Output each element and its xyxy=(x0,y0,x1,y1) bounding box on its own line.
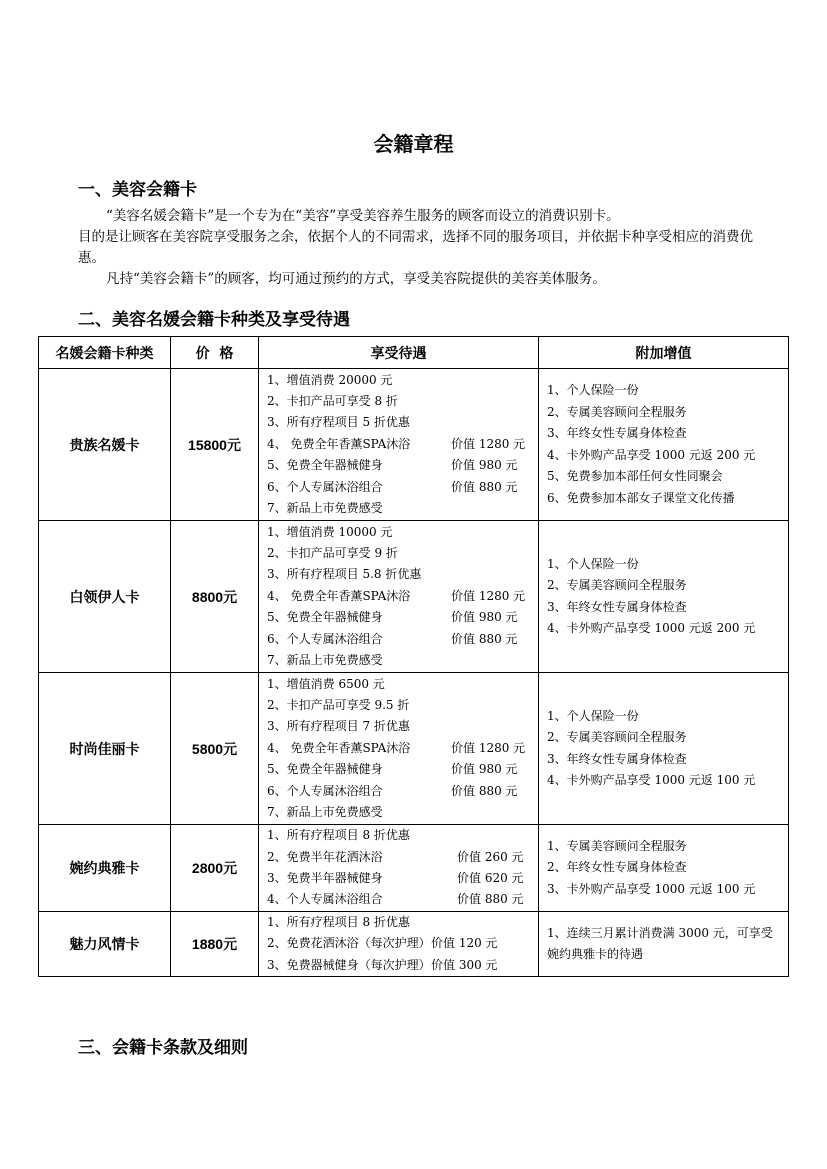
extra-item: 3、年终女性专属身体检查 xyxy=(547,599,687,614)
extra-item: 4、卡外购产品享受 1000 元返 200 元 xyxy=(547,621,756,635)
benefit-value: 价值 620 元 xyxy=(457,871,524,885)
benefit-value: 价值 880 元 xyxy=(457,892,524,907)
extra-item: 2、专属美容顾问全程服务 xyxy=(547,730,687,744)
intro-paragraphs xyxy=(78,206,768,290)
extra-item: 1、个人保险一份 xyxy=(547,708,639,723)
membership-card-table xyxy=(38,336,789,977)
table-row xyxy=(39,521,789,673)
extra-item: 1、专属美容顾问全程服务 xyxy=(547,838,687,853)
card-price: 1880元 xyxy=(171,912,259,977)
benefit-text: 1、增值消费 20000 元 xyxy=(267,372,393,387)
benefit-text: 7、新品上市免费感受 xyxy=(267,653,383,668)
extra-item: 4、卡外购产品享受 1000 元返 100 元 xyxy=(547,773,756,787)
benefit-item xyxy=(267,586,538,607)
benefit-item xyxy=(267,955,538,976)
extra-item: 6、免费参加本部女子课堂文化传播 xyxy=(547,490,735,505)
benefit-item xyxy=(267,412,538,433)
benefit-text: 3、所有疗程项目 5.8 折优惠 xyxy=(267,567,422,582)
card-name: 魅力风情卡 xyxy=(39,912,171,977)
card-price: 5800元 xyxy=(171,673,259,825)
benefit-value: 价值 260 元 xyxy=(457,849,524,864)
benefit-value: 价值 1280 元 xyxy=(451,740,526,755)
benefit-text: 2、免费半年花洒沐浴 xyxy=(267,849,383,864)
benefit-text: 1、所有疗程项目 8 折优惠 xyxy=(267,915,410,929)
benefits-cell xyxy=(259,673,539,825)
intro-paragraph: “美容名媛会籍卡”是一个专为在“美容”享受美容养生服务的顾客而设立的消费识别卡。 xyxy=(106,208,620,224)
benefit-item xyxy=(267,498,538,519)
benefits-cell xyxy=(259,369,539,521)
benefit-value: 价值 980 元 xyxy=(451,762,518,777)
benefit-text: 7、新品上市免费感受 xyxy=(267,501,383,516)
benefit-text: 4、 免费全年香薰SPA沐浴 xyxy=(267,436,411,451)
column-header-extras: 附加增值 xyxy=(539,337,789,369)
extra-item: 5、免费参加本部任何女性同聚会 xyxy=(547,469,723,483)
extra-item: 2、专属美容顾问全程服务 xyxy=(547,404,687,419)
column-header-price: 价 格 xyxy=(171,337,259,369)
benefit-item xyxy=(267,868,538,889)
benefit-item xyxy=(267,889,538,910)
benefit-text: 3、免费器械健身（每次护理） xyxy=(267,957,431,972)
benefit-text: 3、所有疗程项目 7 折优惠 xyxy=(267,719,410,734)
section-heading-membership-card: 一、美容会籍卡 xyxy=(78,180,197,200)
benefit-text: 2、卡扣产品可享受 9 折 xyxy=(267,545,398,560)
benefit-item xyxy=(267,564,538,585)
benefit-text: 4、 免费全年香薰SPA沐浴 xyxy=(267,740,411,755)
table-header-row xyxy=(39,337,789,369)
benefit-item xyxy=(267,477,538,498)
card-name: 白领伊人卡 xyxy=(39,521,171,673)
benefit-text: 4、个人专属沐浴组合 xyxy=(267,892,383,907)
benefit-item xyxy=(267,825,538,846)
benefit-text: 5、免费全年器械健身 xyxy=(267,610,383,625)
benefits-cell xyxy=(259,521,539,673)
intro-paragraph: 目的是让顾客在美容院享受服务之余，依据个人的不同需求，选择不同的服务项目，并依据卡种享受相应的消费优惠。 xyxy=(78,229,753,266)
benefit-value: 价值 1280 元 xyxy=(451,436,526,451)
benefit-text: 2、卡扣产品可享受 9.5 折 xyxy=(267,697,410,712)
column-header-card-type: 名媛会籍卡种类 xyxy=(39,337,171,369)
extras-cell xyxy=(539,521,789,673)
benefit-text: 1、所有疗程项目 8 折优惠 xyxy=(267,828,410,843)
card-price: 2800元 xyxy=(171,825,259,912)
benefit-item xyxy=(267,802,538,823)
benefit-value: 价值 300 元 xyxy=(431,957,498,972)
intro-paragraph: 凡持“美容会籍卡”的顾客，均可通过预约的方式，享受美容院提供的美容美体服务。 xyxy=(106,271,606,287)
benefit-item xyxy=(267,543,538,564)
benefit-text: 3、所有疗程项目 5 折优惠 xyxy=(267,415,410,430)
benefit-item xyxy=(267,455,538,476)
extra-item: 4、卡外购产品享受 1000 元返 200 元 xyxy=(547,447,756,462)
benefit-value: 价值 980 元 xyxy=(451,610,518,625)
section-heading-terms: 三、会籍卡条款及细则 xyxy=(78,1038,248,1058)
card-name: 婉约典雅卡 xyxy=(39,825,171,912)
benefit-item xyxy=(267,650,538,671)
benefit-text: 1、增值消费 6500 元 xyxy=(267,676,385,691)
section-heading-card-types: 二、美容名媛会籍卡种类及享受待遇 xyxy=(78,310,350,330)
benefit-item xyxy=(267,759,538,780)
benefit-item xyxy=(267,912,538,933)
benefit-item xyxy=(267,933,538,954)
benefit-text: 1、增值消费 10000 元 xyxy=(267,524,393,539)
benefit-item xyxy=(267,391,538,412)
benefit-text: 5、免费全年器械健身 xyxy=(267,762,383,777)
benefit-text: 6、个人专属沐浴组合 xyxy=(267,479,383,494)
benefit-text: 4、 免费全年香薰SPA沐浴 xyxy=(267,588,411,603)
benefit-text: 3、免费半年器械健身 xyxy=(267,871,383,885)
benefit-value: 价值 880 元 xyxy=(451,783,518,798)
benefit-text: 6、个人专属沐浴组合 xyxy=(267,631,383,646)
extras-cell xyxy=(539,369,789,521)
benefit-item xyxy=(267,716,538,737)
benefit-text: 2、卡扣产品可享受 8 折 xyxy=(267,393,398,408)
column-header-benefits: 享受待遇 xyxy=(259,337,539,369)
extra-item: 3、年终女性专属身体检查 xyxy=(547,751,687,766)
benefit-item xyxy=(267,695,538,716)
card-price: 8800元 xyxy=(171,521,259,673)
benefit-item xyxy=(267,629,538,650)
extra-item: 2、年终女性专属身体检查 xyxy=(547,860,687,875)
benefits-cell xyxy=(259,825,539,912)
benefit-item xyxy=(267,522,538,543)
extra-item: 2、专属美容顾问全程服务 xyxy=(547,578,687,592)
table-row xyxy=(39,912,789,977)
benefit-item xyxy=(267,781,538,802)
benefits-cell xyxy=(259,912,539,977)
card-name: 时尚佳丽卡 xyxy=(39,673,171,825)
benefit-value: 价值 880 元 xyxy=(451,479,518,494)
benefit-item xyxy=(267,607,538,628)
benefit-text: 7、新品上市免费感受 xyxy=(267,805,383,820)
table-row xyxy=(39,825,789,912)
extra-item: 3、年终女性专属身体检查 xyxy=(547,426,687,440)
benefit-item xyxy=(267,674,538,695)
benefit-text: 5、免费全年器械健身 xyxy=(267,458,383,473)
benefit-item xyxy=(267,847,538,868)
benefit-value: 价值 880 元 xyxy=(451,631,518,646)
card-price: 15800元 xyxy=(171,369,259,521)
benefit-value: 价值 120 元 xyxy=(431,936,498,951)
benefit-item xyxy=(267,434,538,455)
page-title: 会籍章程 xyxy=(373,132,454,156)
benefit-value: 价值 980 元 xyxy=(451,458,518,473)
extras-cell xyxy=(539,673,789,825)
extra-item: 1、个人保险一份 xyxy=(547,556,639,571)
extra-item: 1、个人保险一份 xyxy=(547,383,639,397)
extras-cell xyxy=(539,825,789,912)
benefit-item xyxy=(267,738,538,759)
extra-item: 3、卡外购产品享受 1000 元返 100 元 xyxy=(547,881,756,896)
table-row xyxy=(39,673,789,825)
extra-item: 1、连续三月累计消费满 3000 元，可享受婉约典雅卡的待遇 xyxy=(547,925,773,962)
benefit-item xyxy=(267,370,538,391)
benefit-text: 6、个人专属沐浴组合 xyxy=(267,783,383,798)
card-name: 贵族名媛卡 xyxy=(39,369,171,521)
table-row xyxy=(39,369,789,521)
extras-cell xyxy=(539,912,789,977)
benefit-value: 价值 1280 元 xyxy=(451,588,526,603)
benefit-text: 2、免费花洒沐浴（每次护理） xyxy=(267,936,431,951)
